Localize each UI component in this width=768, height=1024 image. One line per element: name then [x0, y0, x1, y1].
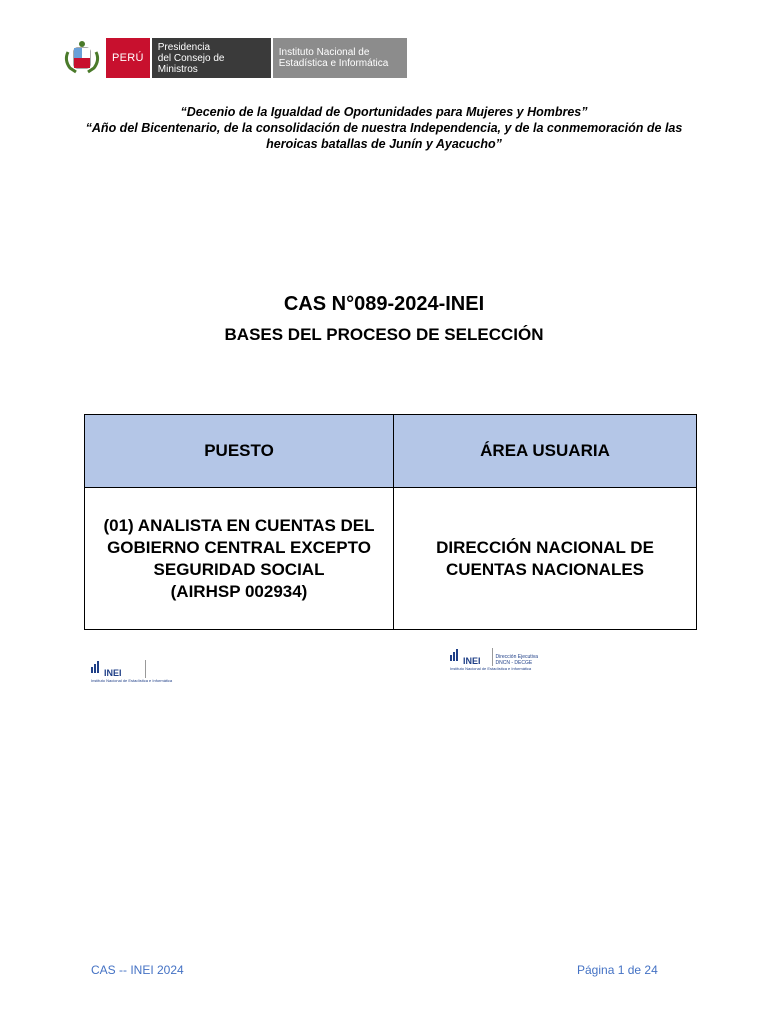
- puesto-line-4: (AIRHSP 002934): [170, 581, 308, 601]
- inei-left-mark: INEI: [104, 668, 122, 678]
- inei-bars-icon: [450, 648, 460, 666]
- inei-line-2: Estadística e Informática: [278, 58, 389, 69]
- peru-label: PERÚ: [106, 38, 150, 78]
- header-area-usuaria: ÁREA USUARIA: [394, 415, 697, 488]
- inei-line-1: Instituto Nacional de: [278, 47, 370, 58]
- puesto-line-2: GOBIERNO CENTRAL EXCEPTO: [107, 537, 371, 557]
- position-table: [84, 414, 697, 630]
- cell-area-usuaria: [394, 488, 697, 630]
- document-title: CAS N°089-2024-INEI: [283, 293, 485, 315]
- inei-label: [273, 38, 407, 78]
- pcm-line-2: del Consejo de Ministros: [157, 52, 225, 75]
- area-line-2: CUENTAS NACIONALES: [445, 559, 645, 579]
- inei-bars-icon: [91, 660, 101, 678]
- government-header-logo: [62, 38, 407, 78]
- inei-right-caption: Instituto Nacional de Estadística e Informática: [450, 666, 532, 671]
- document-subtitle: BASES DEL PROCESO DE SELECCIÓN: [224, 325, 544, 344]
- motto-line-3: heroicas batallas de Junín y Ayacucho”: [266, 137, 502, 151]
- cell-puesto: [85, 488, 394, 630]
- official-motto: [84, 104, 684, 152]
- table-row: [85, 488, 697, 630]
- pcm-label: [152, 38, 271, 78]
- footer-page-number: Página 1 de 24: [577, 963, 658, 977]
- inei-left-caption: Instituto Nacional de Estadística e Informática: [91, 678, 173, 683]
- motto-line-2: “Año del Bicentenario, de la consolidación de nuestra Independencia, y de la conmemoración de las: [85, 121, 683, 135]
- inei-right-mark: INEI: [463, 656, 481, 666]
- pcm-line-1: Presidencia: [157, 41, 211, 53]
- motto-line-1: “Decenio de la Igualdad de Oportunidades para Mujeres y Hombres”: [180, 105, 588, 119]
- footer-document-code: CAS -- INEI 2024: [91, 963, 184, 977]
- table-header-row: [85, 415, 697, 488]
- inei-right-line-2: DNCN - DECGE: [495, 660, 533, 666]
- area-line-1: DIRECCIÓN NACIONAL DE: [436, 537, 654, 557]
- inei-logo-left: [91, 660, 172, 683]
- puesto-line-3: SEGURIDAD SOCIAL: [153, 559, 325, 579]
- inei-logo-right: [450, 648, 538, 671]
- header-puesto: PUESTO: [85, 415, 394, 488]
- puesto-line-1: (01) ANALISTA EN CUENTAS DEL: [103, 515, 375, 535]
- inei-right-line-1: Dirección Ejecutiva: [495, 654, 539, 660]
- peru-coat-of-arms-icon: [62, 38, 102, 78]
